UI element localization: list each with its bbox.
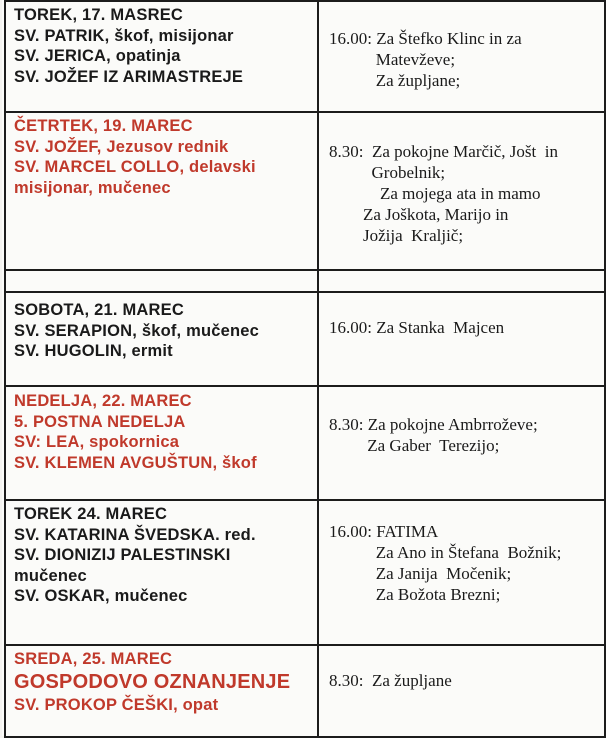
day-row: [5, 292, 605, 386]
saint-line: SV. JERICA, opatinja: [14, 47, 181, 65]
mass-intention-line: Jožija Kraljič;: [329, 226, 464, 245]
saint-line: SV. KATARINA ŠVEDSKA. red.: [14, 525, 256, 544]
saint-line: SV. MARCEL COLLO, delavski: [14, 158, 256, 176]
saints-cell: [5, 386, 318, 500]
saint-line: SV. PROKOP ČEŠKI, opat: [14, 695, 219, 714]
day-heading: SOBOTA, 21. MAREC: [14, 301, 184, 319]
mass-intention-line: 8.30: Za župljane: [329, 671, 452, 690]
saints-cell: [5, 112, 318, 270]
saint-line: 5. POSTNA NEDELJA: [14, 412, 186, 431]
mass-intention-line: 8.30: Za pokojne Marčič, Jošt in: [329, 142, 558, 161]
masses-cell: [318, 645, 605, 737]
mass-intention-line: Matevževe;: [329, 50, 456, 69]
saint-line: GOSPODOVO OZNANJENJE: [14, 670, 291, 693]
saint-line: mučenec: [14, 566, 87, 585]
mass-schedule-table: [4, 0, 606, 738]
schedule-body: [5, 1, 605, 737]
mass-intention-line: 16.00: Za Stanka Majcen: [329, 318, 505, 337]
masses-cell: [318, 1, 605, 112]
saint-line: SV. DIONIZIJ PALESTINSKI: [14, 546, 231, 564]
saint-line: SV: LEA, spokornica: [14, 433, 180, 451]
masses-cell: [318, 112, 605, 270]
masses-cell: [318, 386, 605, 500]
mass-intention-line: Za župljane;: [329, 71, 461, 90]
day-heading: TOREK, 17. MASREC: [14, 6, 184, 24]
saints-cell: [5, 1, 318, 112]
empty-cell: [5, 270, 318, 292]
saint-line: SV. KLEMEN AVGUŠTUN, škof: [14, 453, 257, 472]
mass-intention-line: Za mojega ata in mamo: [329, 184, 541, 203]
saint-line: SV. HUGOLIN, ermit: [14, 342, 173, 360]
mass-intention-line: Za Joškota, Marijo in: [329, 205, 509, 224]
day-heading: ČETRTEK, 19. MAREC: [14, 117, 193, 135]
empty-cell: [318, 270, 605, 292]
day-row: [5, 500, 605, 645]
day-heading: NEDELJA, 22. MAREC: [14, 392, 192, 410]
masses-cell: [318, 500, 605, 645]
day-row: [5, 112, 605, 270]
mass-intention-line: Za Gaber Terezijo;: [329, 436, 500, 455]
saint-line: SV. OSKAR, mučenec: [14, 587, 188, 605]
mass-intention-line: Za Božota Brezni;: [329, 585, 501, 604]
saint-line: SV. PATRIK, škof, misijonar: [14, 26, 234, 45]
saints-cell: [5, 500, 318, 645]
saint-line: SV. JOŽEF IZ ARIMASTREJE: [14, 67, 244, 86]
saints-cell: [5, 645, 318, 737]
day-heading: SREDA, 25. MAREC: [14, 650, 173, 668]
saints-cell: [5, 292, 318, 386]
masses-cell: [318, 292, 605, 386]
day-row: [5, 386, 605, 500]
mass-intention-line: 16.00: Za Štefko Klinc in za: [329, 29, 522, 48]
mass-intention-line: Za Ano in Štefana Božnik;: [329, 543, 562, 562]
day-row: [5, 645, 605, 737]
mass-intention-line: Za Janija Močenik;: [329, 564, 512, 583]
saint-line: SV. SERAPION, škof, mučenec: [14, 321, 260, 340]
mass-intention-line: Grobelnik;: [329, 163, 446, 182]
day-row: [5, 1, 605, 112]
day-heading: TOREK 24. MAREC: [14, 505, 168, 523]
mass-intention-line: 8.30: Za pokojne Ambrroževe;: [329, 415, 538, 434]
mass-intention-line: 16.00: FATIMA: [329, 522, 439, 541]
saint-line: SV. JOŽEF, Jezusov rednik: [14, 137, 229, 156]
document-page: [2, 0, 606, 736]
saint-line: misijonar, mučenec: [14, 178, 171, 197]
spacer-row: [5, 270, 605, 292]
